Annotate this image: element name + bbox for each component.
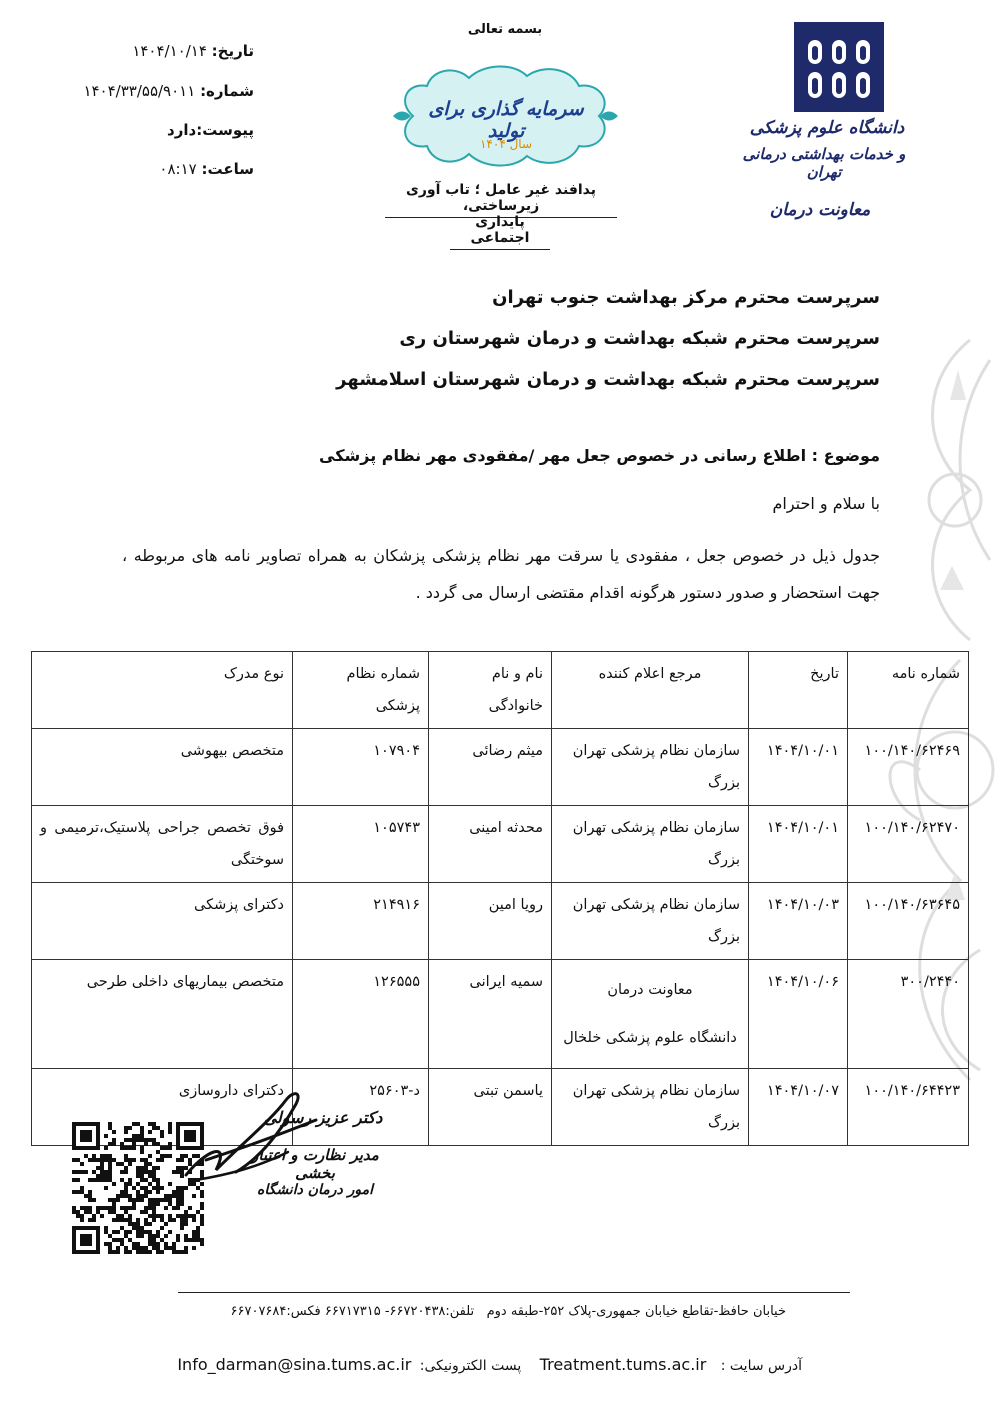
cell-reporter: سازمان نظام پزشکی تهران بزرگ (552, 1069, 749, 1146)
cell-full-name: رویا امین (429, 883, 552, 960)
body-paragraph: جدول ذیل در خصوص جعل ، مفقودی یا سرقت مهر نظام پزشکی پزشکان به همراه تصاویر نامه های مربوطه ، جهت استحضار و صدور دستور هرگونه اقدام مقتضی ارسال می گردد . (116, 546, 880, 602)
date-label: تاریخ: (211, 42, 254, 60)
cell-letter-number: ۳۰۰/۲۴۴۰ (848, 960, 969, 1069)
time-label: ساعت: (201, 160, 254, 178)
site-label: آدرس سایت : (720, 1358, 802, 1374)
university-name-line1: دانشگاه علوم پزشکی (749, 118, 905, 138)
table-row (32, 883, 969, 960)
signer-name: دکتر عزیز رسولی (263, 1108, 383, 1127)
defense-line-1: پدافند غیر عامل ؛ تاب آوری زیرساختی، (385, 182, 617, 218)
cell-full-name: یاسمن تبتی (429, 1069, 552, 1146)
greeting: با سلام و احترام (772, 494, 880, 513)
number-row (74, 82, 254, 100)
time-row (104, 160, 254, 178)
cell-full-name: محدثه امینی (429, 806, 552, 883)
footer-contact-row (122, 1355, 802, 1374)
date-row (104, 42, 254, 60)
cell-letter-number: ۱۰۰/۱۴۰/۶۴۴۲۳ (848, 1069, 969, 1146)
cell-reporter: معاونت درمان دانشگاه علوم پزشکی خلخال (552, 960, 749, 1069)
basmala: بسمه تعالی (467, 22, 543, 37)
table-row (32, 960, 969, 1069)
cell-degree-type: فوق تخصص جراحی پلاستیک،ترمیمی و سوختگی (32, 806, 293, 883)
cell-letter-number: ۱۰۰/۱۴۰/۶۳۶۴۵ (848, 883, 969, 960)
recipient-3: سرپرست محترم شبکه بهداشت و درمان شهرستان اسلامشهر (336, 369, 880, 390)
cell-letter-number: ۱۰۰/۱۴۰/۶۲۴۶۹ (848, 729, 969, 806)
cell-medical-number: ۱۰۵۷۴۳ (293, 806, 429, 883)
recipient-1: سرپرست محترم مرکز بهداشت جنوب تهران (492, 287, 880, 308)
cell-medical-number: ۱۰۷۹۰۴ (293, 729, 429, 806)
header-medical-number: شماره نظام پزشکی (293, 652, 429, 729)
cell-medical-number: ۲۱۴۹۱۶ (293, 883, 429, 960)
cell-medical-number: ۱۲۶۵۵۵ (293, 960, 429, 1069)
cell-reporter: سازمان نظام پزشکی تهران بزرگ (552, 729, 749, 806)
footer-divider (178, 1292, 850, 1293)
date-value: ۱۴۰۴/۱۰/۱۴ (132, 42, 207, 60)
cell-degree-type: دکترای پزشکی (32, 883, 293, 960)
cell-reporter: سازمان نظام پزشکی تهران بزرگ (552, 806, 749, 883)
number-value: ۱۴۰۴/۳۳/۵۵/۹۰۱۱ (83, 82, 196, 100)
slogan-year: سال ۱۴۰۴ (479, 137, 533, 151)
header-letter-number: شماره نامه (848, 652, 969, 729)
table-row (32, 806, 969, 883)
email-label: پست الکترونیکی: (419, 1358, 522, 1374)
table-row (32, 729, 969, 806)
defense-line-2: پایداری اجتماعی (450, 214, 550, 250)
cell-reporter: سازمان نظام پزشکی تهران بزرگ (552, 883, 749, 960)
table-header-row (32, 652, 969, 729)
signer-title: مدیر نظارت و اعتبار بخشی (245, 1146, 379, 1182)
cell-date: ۱۴۰۴/۱۰/۰۶ (749, 960, 848, 1069)
cell-full-name: سمیه ایرانی (429, 960, 552, 1069)
signer-department: امور درمان دانشگاه (256, 1182, 373, 1198)
cell-degree-type: متخصص بیهوشی (32, 729, 293, 806)
cell-full-name: میثم رضائی (429, 729, 552, 806)
footer-address: خیابان حافظ-تقاطع خیابان جمهوری-پلاک ۲۵۲-طبقه دوم تلفن:۶۶۷۲۰۴۳۸- ۶۶۷۱۷۳۱۵ فکس:۶۶۷۰۷۶۸۴ (230, 1304, 786, 1319)
attachment: پیوست:دارد (167, 121, 254, 139)
cell-date: ۱۴۰۴/۱۰/۰۱ (749, 806, 848, 883)
university-name-line2: و خدمات بهداشتی درمانی تهران (737, 145, 906, 181)
cell-date: ۱۴۰۴/۱۰/۰۷ (749, 1069, 848, 1146)
cell-medical-number: د-۲۵۶۰۳ (293, 1069, 429, 1146)
cell-letter-number: ۱۰۰/۱۴۰/۶۲۴۷۰ (848, 806, 969, 883)
header-reporter: مرجع اعلام کننده (552, 652, 749, 729)
email-link[interactable]: Info_darman@sina.tums.ac.ir (177, 1355, 412, 1374)
site-link[interactable]: Treatment.tums.ac.ir (539, 1355, 707, 1374)
cell-date: ۱۴۰۴/۱۰/۰۱ (749, 729, 848, 806)
cell-degree-type: متخصص بیماریهای داخلی طرحی (32, 960, 293, 1069)
cell-degree-type: دکترای داروسازی (32, 1069, 293, 1146)
recipient-2: سرپرست محترم شبکه بهداشت و درمان شهرستان ری (399, 328, 880, 349)
deputy-name: معاونت درمان (769, 200, 871, 220)
header-degree-type: نوع مدرک (32, 652, 293, 729)
university-logo (794, 22, 884, 112)
cell-date: ۱۴۰۴/۱۰/۰۳ (749, 883, 848, 960)
number-label: شماره: (200, 82, 254, 100)
subject-line: موضوع : اطلاع رسانی در خصوص جعل مهر /مفقودی مهر نظام پزشکی (319, 446, 880, 465)
header-date: تاریخ (749, 652, 848, 729)
seal-report-table (31, 651, 969, 1146)
header-full-name: نام و نام خانوادگی (429, 652, 552, 729)
time-value: ۰۸:۱۷ (159, 160, 197, 178)
slogan-text: سرمایه گذاری برای تولید (421, 98, 584, 142)
